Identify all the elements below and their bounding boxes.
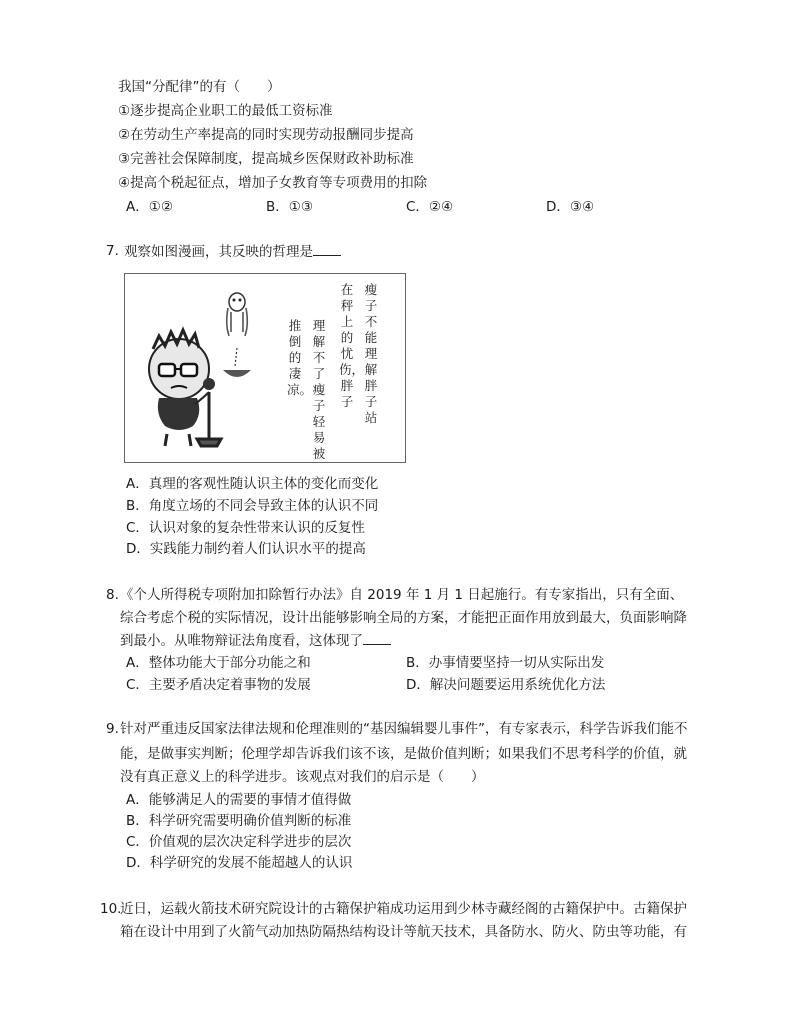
q6-item-3: ③完善社会保障制度，提高城乡医保财政补助标准 xyxy=(118,151,414,167)
q8-option-d[interactable]: D．解决问题要运用系统优化方法 xyxy=(406,677,606,693)
q6-option-c[interactable]: C．②④ xyxy=(406,199,454,215)
q9-line-2: 能，是做事实判断；伦理学却告诉我们该不该，是做价值判断；如果我们不思考科学的价值，就 xyxy=(120,746,687,762)
q6-option-b[interactable]: B．①③ xyxy=(266,199,313,215)
q8-answer-blank xyxy=(363,630,391,645)
q6-item-4: ④提高个税起征点，增加子女教育等专项费用的扣除 xyxy=(118,175,428,191)
q6-stem-tail: 我国“分配律”的有（ ） xyxy=(118,79,281,95)
q9-option-c[interactable]: C．价值观的层次决定科学进步的层次 xyxy=(126,834,352,850)
cartoon-text-col-3: 理解不了瘦子轻易被 xyxy=(312,318,326,461)
q9-option-a[interactable]: A．能够满足人的需要的事情才值得做 xyxy=(126,792,352,808)
q9-number: 9. xyxy=(106,721,119,737)
q8-line-2: 综合考虑个税的实际情况，设计出能够影响全局的方案，才能把正面作用放到最大，负面影响降 xyxy=(120,610,687,626)
q6-option-a[interactable]: A．①② xyxy=(126,199,173,215)
q7-cartoon xyxy=(124,273,406,463)
cartoon-text-col-2: 在秤上的忧伤，胖子 xyxy=(339,282,365,409)
q8-option-a[interactable]: A．整体功能大于部分功能之和 xyxy=(126,655,311,671)
q7-answer-blank xyxy=(313,241,341,256)
q8-line-1: 《个人所得税专项附加扣除暂行办法》自 2019 年 1 月 1 日起施行。有专家指出，只有全面、 xyxy=(120,587,684,603)
q8-line-3 xyxy=(120,630,391,652)
q10-line-1: 近日，运载火箭技术研究院设计的古籍保护箱成功运用到少林寺藏经阁的古籍保护中。古籍保护 xyxy=(120,901,687,917)
q6-item-1: ①逐步提高企业职工的最低工资标准 xyxy=(118,103,333,119)
scale-bowl xyxy=(223,370,251,377)
cartoon-text-col-1: 瘦子不能理解胖子站 xyxy=(364,282,378,425)
q7-stem xyxy=(124,241,341,262)
q10-number: 10. xyxy=(100,901,122,917)
cartoon-text-col-4: 推倒的凄凉。 xyxy=(287,318,313,397)
thin-figure-body xyxy=(227,308,248,336)
q8-option-b[interactable]: B．办事情要坚持一切从实际出发 xyxy=(406,655,605,671)
q7-option-d[interactable]: D．实践能力制约着人们认识水平的提高 xyxy=(126,541,366,557)
q7-stem-text: 观察如图漫画，其反映的哲理是 xyxy=(124,244,313,260)
q6-item-2: ②在劳动生产率提高的同时实现劳动报酬同步提高 xyxy=(118,127,414,143)
thin-figure-head xyxy=(229,293,245,311)
q10-line-2: 箱在设计中用到了火箭气动加热防隔热结构设计等航天技术，具备防水、防火、防虫等功能，有 xyxy=(120,924,687,940)
fat-figure-body xyxy=(158,398,199,430)
q8-line-3-text: 到最小。从唯物辩证法角度看，这体现了 xyxy=(120,633,363,649)
q9-line-3: 没有真正意义上的科学进步。该观点对我们的启示是（ ） xyxy=(120,769,485,785)
q6-option-d[interactable]: D．③④ xyxy=(546,199,595,215)
q7-number: 7. xyxy=(106,243,119,259)
q7-option-b[interactable]: B．角度立场的不同会导致主体的认识不同 xyxy=(126,498,379,514)
q9-option-d[interactable]: D．科学研究的发展不能超越人的认识 xyxy=(126,855,353,871)
q9-option-b[interactable]: B．科学研究需要明确价值判断的标准 xyxy=(126,813,352,829)
q9-line-1: 针对严重违反国家法律法规和伦理准则的“基因编辑婴儿事件”，有专家表示，科学告诉我们能不 xyxy=(120,721,688,737)
q7-option-a[interactable]: A．真理的客观性随认识主体的变化而变化 xyxy=(126,476,379,492)
q8-option-c[interactable]: C．主要矛盾决定着事物的发展 xyxy=(126,677,311,693)
q8-number: 8. xyxy=(106,587,119,603)
q7-option-c[interactable]: C．认识对象的复杂性带来认识的反复性 xyxy=(126,520,365,536)
